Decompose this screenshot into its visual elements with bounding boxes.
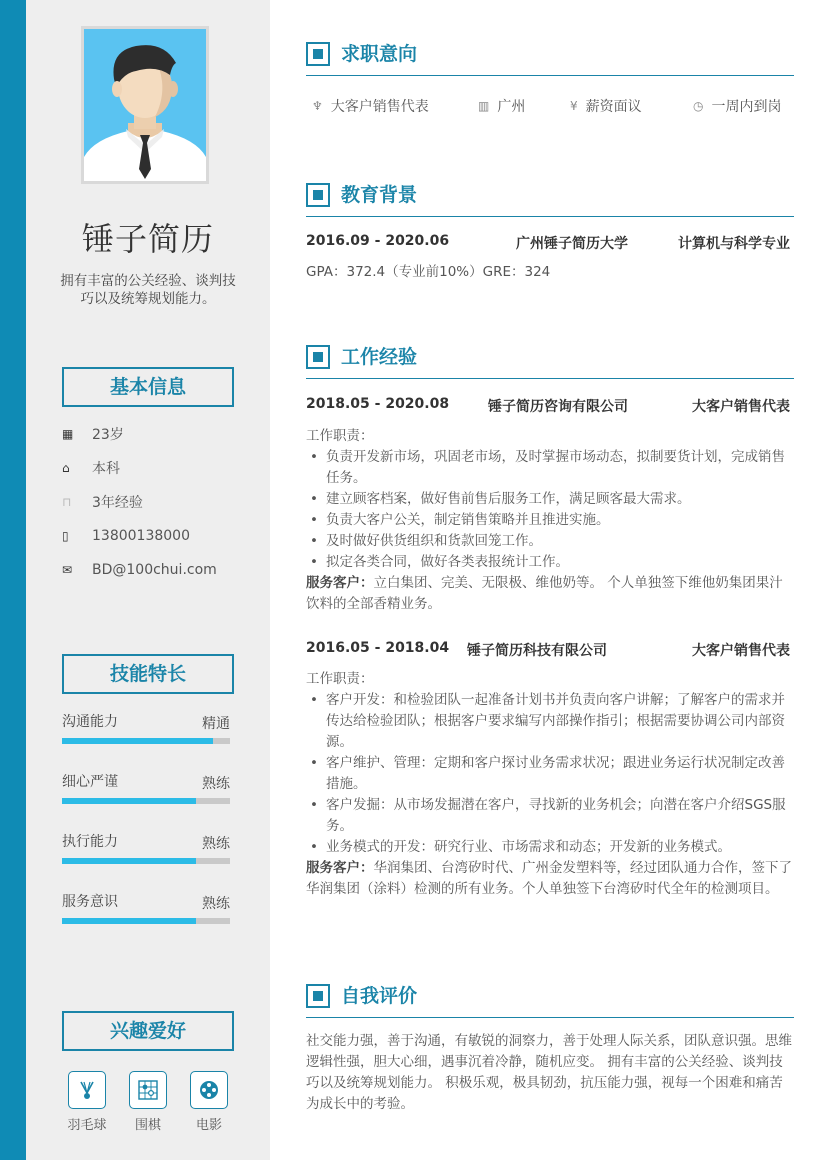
phone-icon: ▯ [62, 529, 69, 543]
clients-paragraph [306, 858, 792, 900]
skill-progress-fill [62, 738, 213, 744]
skills-title: 技能特长 [62, 654, 234, 694]
clients-label: 服务客户： [306, 860, 374, 876]
hobby-label: 羽毛球 [67, 1118, 107, 1133]
skill-progress-fill [62, 858, 196, 864]
clients-label: 服务客户： [306, 575, 374, 591]
section-education-header [306, 181, 794, 217]
section-square-icon [306, 345, 330, 369]
info-age [62, 424, 124, 444]
yen-icon: ¥ [570, 99, 578, 113]
section-title: 自我评价 [341, 985, 418, 1007]
job-position: 大客户销售代表 [692, 643, 790, 659]
hobby-label: 围棋 [134, 1118, 161, 1133]
left-accent-bar [0, 0, 26, 1160]
skill-level: 熟练 [202, 836, 230, 852]
clients-text: 立白集团、完美、无限极、维他奶等。 个人单独签下维他奶集团果汁饮料的全部香精业务。 [306, 575, 783, 612]
intent-position-text: 大客户销售代表 [330, 99, 429, 115]
job-position: 大客户销售代表 [692, 399, 790, 415]
intent-position [312, 96, 429, 116]
duty-label: 工作职责： [306, 428, 374, 444]
skill-level: 精通 [202, 716, 230, 732]
skill-item [62, 711, 230, 751]
resume-summary: 拥有丰富的公关经验、谈判技巧以及统筹规划能力。 [60, 273, 236, 307]
info-degree [62, 458, 120, 478]
section-square-icon [306, 984, 330, 1008]
info-email-text: BD@100chui.com [92, 562, 217, 578]
info-degree-text: 本科 [92, 461, 120, 477]
section-title: 教育背景 [341, 184, 418, 206]
section-self-eval-header [306, 982, 794, 1018]
avatar [81, 26, 209, 184]
job-description [306, 426, 792, 615]
job-company: 锤子简历咨询有限公司 [488, 399, 628, 415]
job-period: 2018.05 - 2020.08 [306, 396, 450, 412]
building-icon: ▥ [478, 99, 490, 113]
duty-list [306, 690, 792, 858]
education-row [306, 233, 790, 253]
job-company: 锤子简历科技有限公司 [467, 643, 607, 659]
mail-icon: ✉ [62, 563, 73, 577]
intent-salary [570, 96, 642, 116]
skill-item [62, 831, 230, 871]
job-row [306, 396, 790, 416]
calendar-icon: ▦ [62, 427, 74, 441]
intent-availability [693, 96, 781, 116]
duty-item: • 负责开发新市场，巩固老市场，及时掌握市场动态，拟制要货计划，完成销售任务。 [306, 447, 792, 489]
badminton-icon [68, 1071, 106, 1109]
info-age-text: 23岁 [92, 427, 124, 443]
section-square-icon [306, 42, 330, 66]
job-row [306, 640, 790, 660]
briefcase-icon: ⊓ [62, 495, 72, 509]
duty-item: • 业务模式的开发：研究行业、市场需求和动态；开发新的业务模式。 [306, 837, 792, 858]
intent-salary-text: 薪资面议 [585, 99, 642, 115]
section-work-header [306, 343, 794, 379]
hobby-go [123, 1071, 173, 1133]
section-title: 工作经验 [341, 346, 418, 368]
tie-icon: ♆ [312, 99, 323, 113]
film-reel-icon [190, 1071, 228, 1109]
skill-progress-fill [62, 798, 196, 804]
hobbies-title: 兴趣爱好 [62, 1011, 234, 1051]
basic-info-title: 基本信息 [62, 367, 234, 407]
duty-item: • 客户开发：和检验团队一起准备计划书并负责向客户讲解；了解客户的需求并传达给检验团队；根据客户要求编写内部操作指引；根据需要协调公司内部资源。 [306, 690, 792, 753]
intent-city [478, 96, 525, 116]
job-description [306, 669, 792, 900]
duty-list [306, 447, 792, 573]
go-board-icon [129, 1071, 167, 1109]
education-major: 计算机与科学专业 [678, 236, 790, 252]
hobby-badminton [62, 1071, 112, 1133]
section-title: 求职意向 [341, 43, 418, 65]
clients-text: 华润集团、台湾矽时代、广州金发塑料等，经过团队通力合作，签下了华润集团（涂料）检测的所有业务。个人单独签下台湾矽时代全年的检测项目。 [306, 860, 792, 897]
section-square-icon [306, 183, 330, 207]
skill-name: 沟通能力 [62, 714, 118, 730]
hobby-label: 电影 [195, 1118, 222, 1133]
section-intent-header [306, 40, 794, 76]
intent-city-text: 广州 [497, 99, 526, 115]
graduation-cap-icon: ⌂ [62, 461, 70, 475]
sidebar [26, 0, 270, 1160]
duty-item: • 及时做好供货组织和货款回笼工作。 [306, 531, 792, 552]
skill-name: 细心严谨 [62, 774, 118, 790]
info-phone [62, 526, 190, 546]
education-school: 广州锤子简历大学 [516, 236, 628, 252]
duty-label: 工作职责： [306, 671, 374, 687]
duty-item: • 客户维护、管理：定期和客户探讨业务需求状况；跟进业务运行状况制定改善措施。 [306, 753, 792, 795]
duty-item: • 拟定各类合同，做好各类表报统计工作。 [306, 552, 792, 573]
skill-item [62, 771, 230, 811]
skill-progress-track [62, 738, 230, 744]
skill-progress-fill [62, 918, 196, 924]
job-period: 2016.05 - 2018.04 [306, 640, 450, 656]
education-period: 2016.09 - 2020.06 [306, 233, 450, 249]
resume-name: 锤子简历 [81, 220, 214, 258]
skill-level: 熟练 [202, 896, 230, 912]
info-email [62, 560, 217, 580]
duty-item: • 负责大客户公关，制定销售策略并且推进实施。 [306, 510, 792, 531]
duty-item: • 建立顾客档案，做好售前售后服务工作，满足顾客最大需求。 [306, 489, 792, 510]
skill-progress-track [62, 798, 230, 804]
clients-paragraph [306, 573, 792, 615]
hobby-movie [184, 1071, 234, 1133]
education-detail: GPA：372.4（专业前10%）GRE：324 [306, 264, 551, 280]
intent-availability-text: 一周内到岗 [711, 99, 782, 115]
info-experience-text: 3年经验 [92, 495, 143, 511]
skill-progress-track [62, 918, 230, 924]
info-experience [62, 492, 143, 512]
duty-item: • 客户发掘：从市场发掘潜在客户，寻找新的业务机会；向潜在客户介绍SGS服务。 [306, 795, 792, 837]
clock-icon: ◷ [693, 99, 704, 113]
skill-item [62, 891, 230, 931]
self-eval-text: 社交能力强，善于沟通，有敏锐的洞察力，善于处理人际关系，团队意识强。思维逻辑性强，胆大心细，遇事沉着冷静，随机应变。 拥有丰富的公关经验、谈判技巧以及统筹规划能力。 积极乐观，极具韧劲，抗压能力强，视每一个困难和痛苦为成长中的考验。 [306, 1033, 792, 1112]
info-phone-text: 13800138000 [92, 528, 190, 544]
skill-progress-track [62, 858, 230, 864]
avatar-illustration [84, 29, 206, 181]
skill-name: 执行能力 [62, 834, 118, 850]
skill-name: 服务意识 [62, 894, 118, 910]
skill-level: 熟练 [202, 776, 230, 792]
